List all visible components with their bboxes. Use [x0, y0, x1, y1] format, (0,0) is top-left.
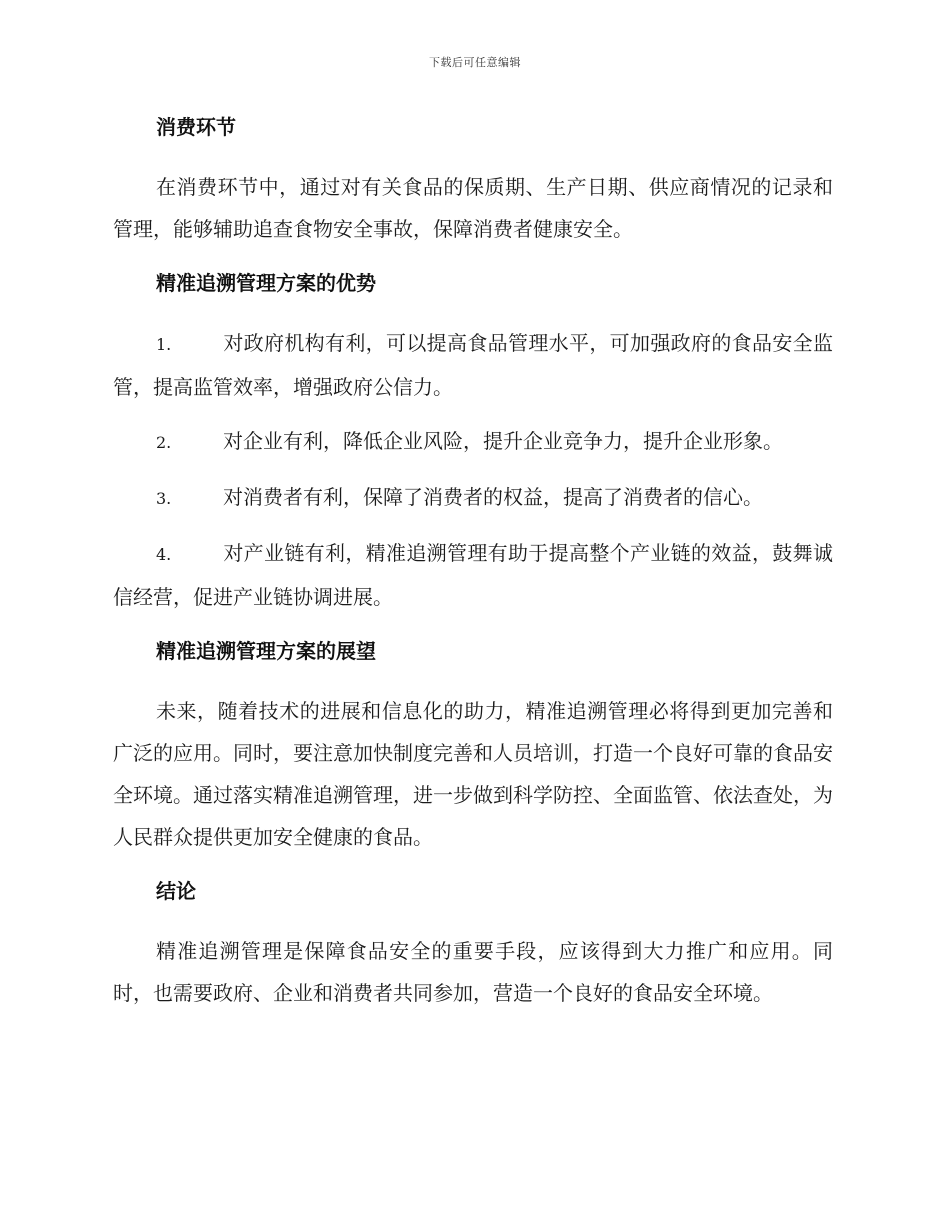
- list-item-number: 4.: [156, 545, 172, 564]
- paragraph-conclusion: 精准追溯管理是保障食品安全的重要手段，应该得到大力推广和应用。同时，也需要政府、企业和消费者共同参加，营造一个良好的食品安全环境。: [113, 939, 833, 1005]
- section-heading-conclusion: 结论: [156, 879, 196, 903]
- list-item: [113, 420, 833, 464]
- page-header: 下载后可任意编辑: [429, 56, 521, 69]
- list-item: [113, 322, 833, 408]
- list-item: [113, 476, 833, 520]
- section-heading-outlook: 精准追溯管理方案的展望: [156, 639, 376, 663]
- section-heading-consumption: 消费环节: [156, 115, 236, 139]
- list-item-text: 对消费者有利，保障了消费者的权益，提高了消费者的信心。: [223, 485, 763, 509]
- paragraph-outlook: 未来，随着技术的进展和信息化的助力，精准追溯管理必将得到更加完善和广泛的应用。同时，要注意加快制度完善和人员培训，打造一个良好可靠的食品安全环境。通过落实精准追溯管理，进一步做到科学防控、全面监管、依法查处，为人民群众提供更加安全健康的食品。: [113, 699, 833, 849]
- list-item-number: 3.: [156, 489, 172, 508]
- paragraph-consumption: 在消费环节中，通过对有关食品的保质期、生产日期、供应商情况的记录和管理，能够辅助追查食物安全事故，保障消费者健康安全。: [113, 175, 833, 241]
- list-item-number: 1.: [156, 335, 172, 354]
- document-body: [113, 112, 833, 1026]
- list-item-text: 对企业有利，降低企业风险，提升企业竞争力，提升企业形象。: [223, 429, 783, 453]
- list-item-text: 对产业链有利，精准追溯管理有助于提高整个产业链的效益，鼓舞诚信经营，促进产业链协调进展。: [113, 541, 833, 609]
- section-heading-advantages: 精准追溯管理方案的优势: [156, 271, 376, 295]
- list-item-number: 2.: [156, 433, 172, 452]
- list-item-text: 对政府机构有利，可以提高食品管理水平，可加强政府的食品安全监管，提高监管效率，增强政府公信力。: [113, 331, 833, 399]
- list-item: [113, 532, 833, 618]
